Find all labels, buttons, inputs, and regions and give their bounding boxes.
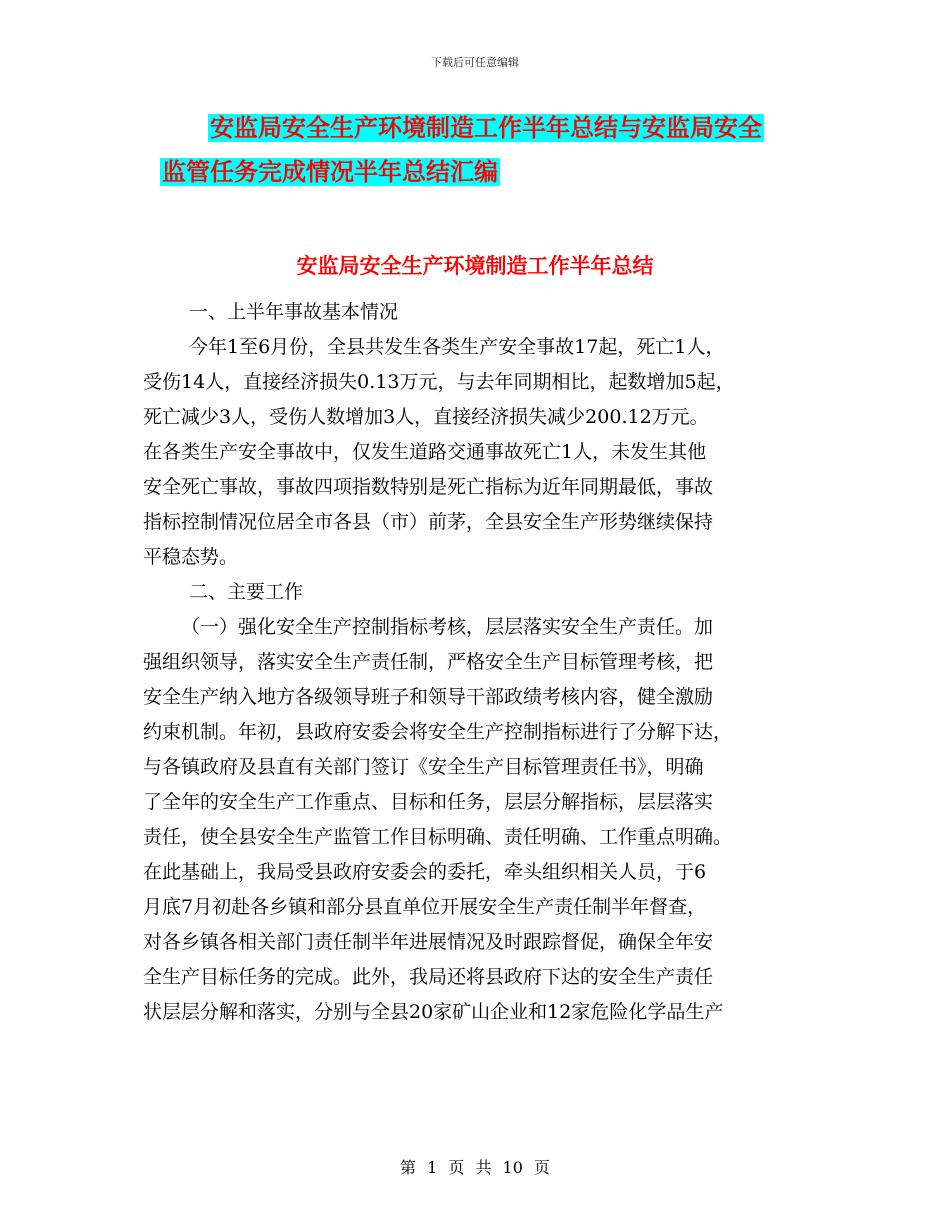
paragraph-line: （一）强化安全生产控制指标考核，层层落实安全生产责任。加 — [181, 616, 714, 638]
document-title-line-2 — [0, 150, 950, 194]
paragraph-line: 在各类生产安全事故中，仅发生道路交通事故死亡1人，未发生其他 — [143, 441, 707, 463]
section-title: 安监局安全生产环境制造工作半年总结 — [296, 254, 654, 278]
document-title-line-2-text: 监管任务完成情况半年总结汇编 — [162, 158, 498, 186]
paragraph-line: 状层层分解和落实，分别与全县20家矿山企业和12家危险化学品生产 — [143, 1001, 724, 1023]
document-title-line-1-text: 安监局安全生产环境制造工作半年总结与安监局安全 — [210, 114, 762, 142]
page-footer: 第 1 页 共 10 页 — [400, 1158, 550, 1177]
paragraph-line: 与各镇政府及县直有关部门签订《安全生产目标管理责任书》，明确 — [143, 756, 704, 778]
paragraph-line: 约束机制。年初，县政府安委会将安全生产控制指标进行了分解下达， — [143, 721, 733, 743]
heading-2: 二、主要工作 — [189, 581, 304, 603]
paragraph-line: 对各乡镇各相关部门责任制半年进展情况及时跟踪督促，确保全年安 — [143, 931, 714, 953]
paragraph-line: 在此基础上，我局受县政府安委会的委托，牵头组织相关人员，于6 — [143, 861, 707, 883]
paragraph-line: 强组织领导，落实安全生产责任制，严格安全生产目标管理考核，把 — [143, 651, 714, 673]
paragraph-line: 全生产目标任务的完成。此外，我局还将县政府下达的安全生产责任 — [143, 966, 714, 988]
paragraph-line: 平稳态势。 — [143, 546, 239, 568]
paragraph-line: 责任，使全县安全生产监管工作目标明确、责任明确、工作重点明确。 — [143, 826, 733, 848]
paragraph-line: 死亡减少3人，受伤人数增加3人，直接经济损失减少200.12万元。 — [143, 406, 709, 428]
document-title — [0, 106, 950, 194]
header-note: 下载后可任意编辑 — [431, 56, 519, 69]
heading-1: 一、上半年事故基本情况 — [189, 301, 399, 323]
paragraph-line: 安全生产纳入地方各级领导班子和领导干部政绩考核内容，健全激励 — [143, 686, 714, 708]
paragraph-line: 受伤14人，直接经济损失0.13万元，与去年同期相比，起数增加5起， — [143, 371, 735, 393]
paragraph-line: 了全年的安全生产工作重点、目标和任务，层层分解指标，层层落实 — [143, 791, 714, 813]
paragraph-line: 月底7月初赴各乡镇和部分县直单位开展安全生产责任制半年督查， — [143, 896, 707, 918]
paragraph-line: 指标控制情况位居全市各县（市）前茅，全县安全生产形势继续保持 — [143, 511, 714, 533]
body-text — [143, 295, 803, 1030]
paragraph-line: 今年1至6月份，全县共发生各类生产安全事故17起，死亡1人， — [189, 336, 725, 358]
document-title-line-1 — [0, 106, 950, 150]
paragraph-line: 安全死亡事故，事故四项指数特别是死亡指标为近年同期最低，事故 — [143, 476, 714, 498]
